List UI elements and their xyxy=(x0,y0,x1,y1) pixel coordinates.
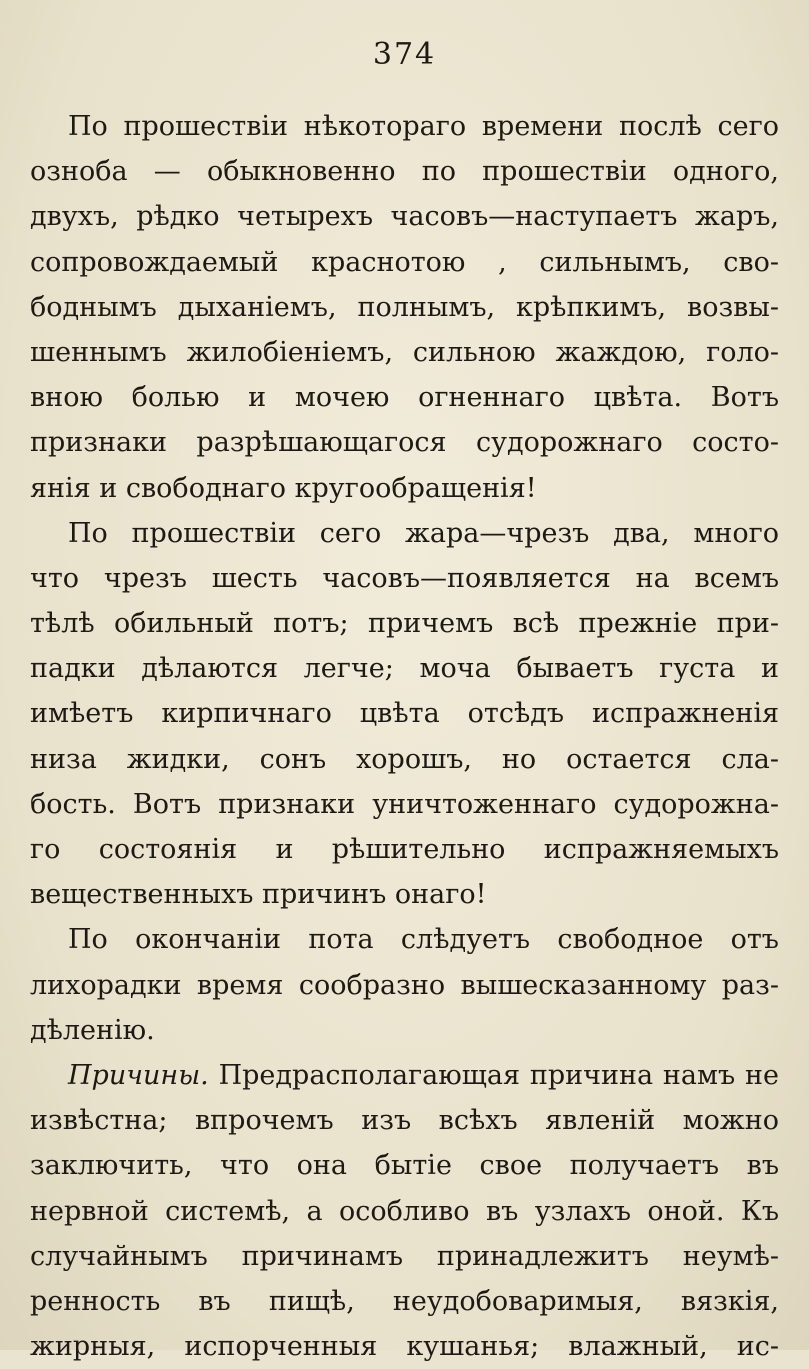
text-line: имѣетъ кирпичнаго цвѣта отсѣдъ испражненія xyxy=(30,698,779,730)
text-line: шеннымъ жилобіеніемъ, сильною жаждою, голо- xyxy=(30,336,779,368)
page-number: 374 xyxy=(372,37,437,72)
text-line: падки дѣлаются легче; моча бываетъ густа и xyxy=(30,653,779,685)
paragraph-3 xyxy=(30,917,779,1053)
text-line: вещественныхъ причинъ онаго! xyxy=(30,879,487,911)
text-line: боднымъ дыханіемъ, полнымъ, крѣпкимъ, возвы- xyxy=(30,291,779,323)
text-line: нервной системѣ, а особливо въ узлахъ оной. Къ xyxy=(30,1195,779,1227)
text-line: По окончаніи пота слѣдуетъ свободное отъ xyxy=(68,924,779,956)
text-line: лихорадки время сообразно вышесказанному раз- xyxy=(30,969,779,1001)
text-line: янія и свободнаго кругообращенія! xyxy=(30,472,537,504)
text-line xyxy=(30,1053,779,1098)
text-line: двухъ, рѣдко четырехъ часовъ—наступаетъ жаръ, xyxy=(30,201,779,233)
text-span: Предрасполагающая причина намъ не xyxy=(208,1059,779,1091)
text-line: ренность въ пищѣ, неудобоваримыя, вязкія, xyxy=(30,1285,779,1317)
text-line: извѣстна; впрочемъ изъ всѣхъ явленій можно xyxy=(30,1105,779,1137)
text-line: По прошествіи сего жара—чрезъ два, много xyxy=(68,517,779,549)
text-line: низа жидки, сонъ хорошъ, но остается сла- xyxy=(30,743,779,775)
text-line: признаки разрѣшающагося судорожнаго состо- xyxy=(30,427,779,459)
text-line: го состоянія и рѣшительно испражняемыхъ xyxy=(30,834,779,865)
text-line: озноба — обыкновенно по прошествіи одного, xyxy=(30,156,779,188)
text-line: тѣлѣ обильный потъ; причемъ всѣ прежніе при- xyxy=(30,608,779,640)
paragraph-2 xyxy=(30,511,779,918)
text-line: дѣленію. xyxy=(30,1014,155,1046)
section-heading-causes: Причины. xyxy=(68,1059,209,1091)
text-line: жирныя, испорченныя кушанья; влажный, ис- xyxy=(30,1331,779,1363)
paragraph-4 xyxy=(30,1053,779,1369)
text-line: По прошествіи нѣкотораго времени послѣ сего xyxy=(68,111,779,142)
text-line: бость. Вотъ признаки уничтоженнаго судорожна- xyxy=(30,788,779,820)
text-line: сопровождаемый краснотою , сильнымъ, сво- xyxy=(30,246,779,278)
text-line: что чрезъ шесть часовъ—появляется на всемъ xyxy=(30,562,779,594)
text-line: заключить, что она бытіе свое получаетъ въ xyxy=(30,1150,779,1182)
text-line: случайнымъ причинамъ принадлежитъ неумѣ- xyxy=(30,1240,779,1272)
paragraph-1 xyxy=(30,104,779,511)
text-line: вною болью и мочею огненнаго цвѣта. Вотъ xyxy=(30,382,779,414)
